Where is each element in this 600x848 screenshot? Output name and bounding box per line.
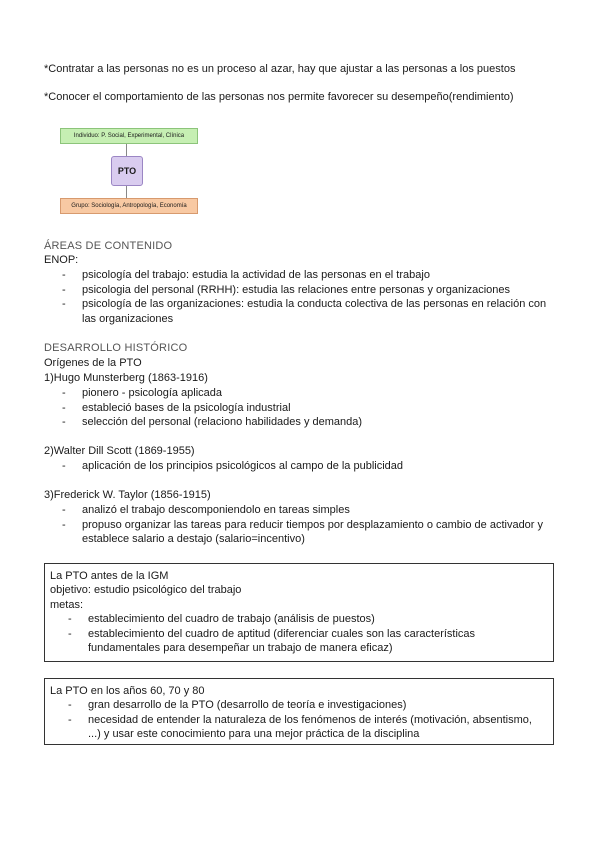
list-item: - estableció bases de la psicología industrial [62, 401, 562, 416]
box-pre-igm-goals: metas: [50, 599, 84, 611]
history-heading: DESARROLLO HISTÓRICO [44, 342, 188, 354]
diagram-box-individuo: Individuo: P. Social, Experimental, Clínica [60, 128, 198, 144]
box-60-70-80-title: La PTO en los años 60, 70 y 80 [50, 685, 205, 697]
list-item: - selección del personal (relaciono habilidades y demanda) [62, 415, 562, 430]
taylor-list [62, 503, 562, 547]
taylor-name: 3)Frederick W. Taylor (1856-1915) [44, 489, 211, 501]
list-item: - gran desarrollo de la PTO (desarrollo de teoría e investigaciones) [68, 698, 538, 713]
list-item: - establecimiento del cuadro de trabajo (análisis de puestos) [68, 612, 538, 627]
intro-line-2: *Conocer el comportamiento de las personas nos permite favorecer su desempeño(rendimiento) [44, 91, 514, 103]
scott-list [62, 459, 562, 474]
areas-heading: ÁREAS DE CONTENIDO [44, 240, 173, 252]
areas-list [62, 268, 562, 326]
list-item: - aplicación de los principios psicológicos al campo de la publicidad [62, 459, 562, 474]
diagram-connector-top [126, 143, 127, 157]
scott-name: 2)Walter Dill Scott (1869-1955) [44, 445, 195, 457]
list-item: - pionero - psicología aplicada [62, 386, 562, 401]
box-pre-igm-objective: objetivo: estudio psicológico del trabajo [50, 584, 242, 596]
diagram-box-grupo: Grupo: Sociología, Antropología, Economía [60, 198, 198, 214]
box-60-70-80-list [68, 698, 538, 742]
diagram-box-pto: PTO [111, 156, 143, 186]
list-item: - necesidad de entender la naturaleza de los fenómenos de interés (motivación, absentismo, ...) y usar este conocimiento para una mejor práctica de la disciplina [68, 713, 538, 742]
box-pre-igm-list [68, 612, 538, 656]
pto-diagram [60, 124, 198, 216]
box-pre-igm-title: La PTO antes de la IGM [50, 570, 169, 582]
list-item: - establecimiento del cuadro de aptitud (diferenciar cuales son las características fundamentales para desempeñar un trabajo de manera eficaz) [68, 627, 538, 656]
list-item: - analizó el trabajo descomponiendolo en tareas simples [62, 503, 562, 518]
box-60-70-80 [44, 678, 554, 745]
list-item: - propuso organizar las tareas para reducir tiempos por desplazamiento o cambio de activador y establece salario a destajo (salario=incentivo) [62, 518, 562, 547]
origins-subheading: Orígenes de la PTO [44, 357, 142, 369]
diagram-connector-bottom [126, 184, 127, 198]
intro-line-1: *Contratar a las personas no es un proceso al azar, hay que ajustar a las personas a los puestos [44, 63, 516, 75]
enop-label: ENOP: [44, 254, 79, 266]
list-item: - psicología de las organizaciones: estudia la conducta colectiva de las personas en relación con las organizaciones [62, 297, 562, 326]
munsterberg-name: 1)Hugo Munsterberg (1863-1916) [44, 372, 208, 384]
munsterberg-list [62, 386, 562, 430]
list-item: - psicologia del personal (RRHH): estudia las relaciones entre personas y organizaciones [62, 283, 562, 298]
box-pre-igm [44, 563, 554, 662]
list-item: - psicología del trabajo: estudia la actividad de las personas en el trabajo [62, 268, 562, 283]
